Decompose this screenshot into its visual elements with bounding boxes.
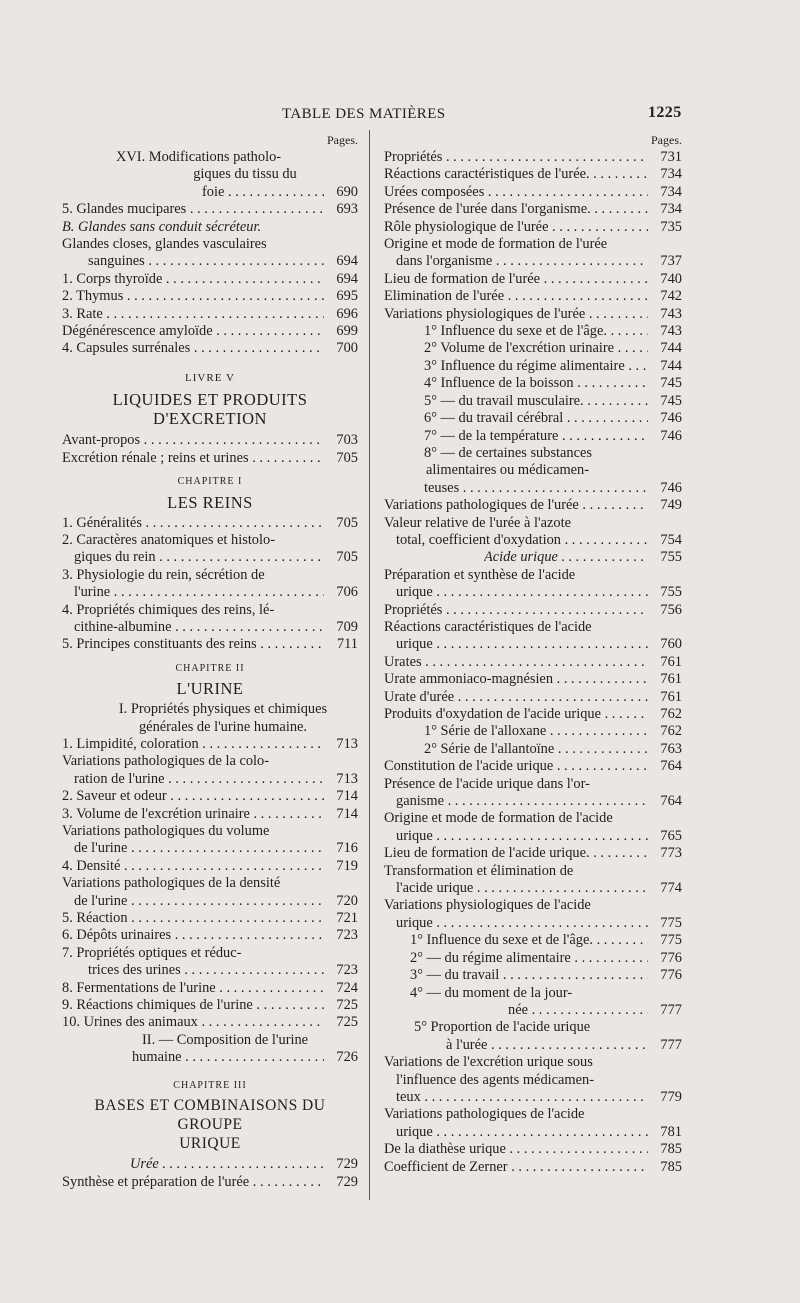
toc-entry-title: 9. Réactions chimiques de l'urine . . . (62, 997, 324, 1014)
toc-entry[interactable] (384, 375, 682, 392)
toc-entry[interactable] (62, 840, 358, 857)
toc-entry-title: Variations pathologiques de l'urée . . . (384, 497, 648, 514)
toc-entry-title: l'acide urique . . . (396, 880, 648, 897)
toc-entry-page: 729 (336, 1156, 358, 1173)
toc-entry-page: 690 (336, 183, 358, 200)
toc-entry-page: 693 (336, 201, 358, 218)
toc-entry-title: à l'urée . . . (446, 1037, 648, 1054)
toc-entry-title: Constitution de l'acide urique . . . (384, 758, 648, 775)
toc-entry[interactable] (384, 1159, 682, 1176)
toc-entry-page: 743 (660, 323, 682, 340)
toc-entry-page: 777 (660, 1001, 682, 1018)
toc-entry-title: urique . . . (396, 584, 648, 601)
book-title: LIQUIDES ET PRODUITS (112, 390, 308, 410)
toc-entry[interactable] (384, 584, 682, 601)
chapter-label: CHAPITRE I (177, 476, 243, 488)
toc-entry-title: Urate d'urée . . . (384, 689, 648, 706)
toc-entry-title: foie . . . (202, 184, 324, 201)
toc-entry-page: 725 (336, 1014, 358, 1031)
toc-right-column (384, 133, 682, 1176)
toc-entry[interactable] (384, 532, 682, 549)
toc-entry-page: 716 (336, 840, 358, 857)
toc-entry[interactable] (62, 636, 358, 653)
toc-entry-page: 773 (660, 845, 682, 862)
toc-entry-title: 10. Urines des animaux . . . (62, 1014, 324, 1031)
pages-label: Pages. (327, 133, 358, 147)
chapter-title: URIQUE (179, 1135, 241, 1153)
chapter-title: BASES ET COMBINAISONS DU GROUPE (94, 1097, 326, 1134)
toc-entry-page: 755 (660, 584, 682, 601)
toc-entry-page: 754 (660, 531, 682, 548)
toc-entry[interactable] (384, 758, 682, 775)
toc-entry-page: 745 (660, 392, 682, 409)
toc-entry-pre: 5° Proportion de l'acide urique (414, 1019, 591, 1036)
toc-entry[interactable] (384, 671, 682, 688)
toc-entry-title: Urées composées . . . (384, 184, 648, 201)
toc-left-column (62, 133, 358, 1191)
toc-entry-page: 713 (336, 735, 358, 752)
toc-entry-title: 1. Corps thyroïde . . . (62, 271, 324, 288)
toc-entry[interactable] (384, 828, 682, 845)
toc-entry-page: 746 (660, 427, 682, 444)
toc-entry-pre: Valeur relative de l'urée à l'azote (384, 514, 571, 531)
toc-entry[interactable] (384, 1037, 682, 1054)
toc-entry[interactable] (62, 432, 358, 449)
toc-entry-page: 705 (336, 549, 358, 566)
toc-entry[interactable] (384, 967, 682, 984)
toc-entry[interactable] (384, 410, 682, 427)
toc-entry-page: 696 (336, 305, 358, 322)
toc-entry-title: 3. Volume de l'excrétion urinaire . . . (62, 806, 324, 823)
toc-entry-title: giques du rein . . . (74, 549, 324, 566)
toc-entry-page: 705 (336, 514, 358, 531)
toc-entry-page: 719 (336, 857, 358, 874)
toc-entry[interactable] (62, 788, 358, 805)
running-title: TABLE DES MATIÈRES (282, 106, 446, 122)
toc-entry-page: 724 (336, 979, 358, 996)
book-label: LIVRE V (185, 371, 235, 384)
toc-entry-title: 3. Rate . . . (62, 306, 324, 323)
toc-entry-pre: Présence de l'acide urique dans l'or- (384, 775, 590, 792)
toc-entry-title: 3° Influence du régime alimentaire . . . (424, 358, 648, 375)
toc-entry-title: Présence de l'urée dans l'organisme. . . . (384, 201, 648, 218)
toc-entry[interactable] (62, 306, 358, 323)
toc-entry-page: 714 (336, 805, 358, 822)
toc-entry-title: Urates . . . (384, 654, 648, 671)
toc-entry-title: humaine . . . (132, 1049, 324, 1066)
toc-entry[interactable] (384, 723, 682, 740)
toc-entry[interactable] (62, 549, 358, 566)
toc-entry[interactable] (62, 1049, 358, 1066)
toc-subheading: B. Glandes sans conduit sécréteur. (62, 218, 262, 235)
toc-entry[interactable] (62, 515, 358, 532)
toc-entry-page: 706 (336, 584, 358, 601)
toc-entry-title: Synthèse et préparation de l'urée . . . (62, 1174, 324, 1191)
toc-entry-title: Propriétés . . . (384, 602, 648, 619)
toc-entry-page: 744 (660, 340, 682, 357)
toc-entry-page: 779 (660, 1088, 682, 1105)
chapter-title: LES REINS (167, 492, 253, 512)
toc-entry-page: 699 (336, 323, 358, 340)
toc-entry[interactable] (384, 1089, 682, 1106)
toc-entry[interactable] (384, 915, 682, 932)
toc-entry-title: urique . . . (396, 828, 648, 845)
toc-entry-title: sanguines . . . (88, 253, 324, 270)
toc-entry-title: 1. Généralités . . . (62, 515, 324, 532)
toc-entry-title: 2. Thymus . . . (62, 288, 324, 305)
toc-entry[interactable] (384, 184, 682, 201)
toc-entry[interactable] (384, 219, 682, 236)
toc-entry-pre: alimentaires ou médicamen- (426, 462, 590, 479)
toc-entry-title: ration de l'urine . . . (74, 771, 324, 788)
toc-entry-page: 737 (660, 253, 682, 270)
toc-entry-page: 785 (660, 1158, 682, 1175)
toc-entry[interactable] (384, 1124, 682, 1141)
toc-entry[interactable] (62, 771, 358, 788)
toc-entry[interactable] (62, 1156, 358, 1173)
toc-entry-pre: Variations pathologiques de l'acide (384, 1106, 585, 1123)
toc-entry-title: de l'urine . . . (74, 893, 324, 910)
toc-entry-title: 7° — de la température . . . (424, 428, 648, 445)
toc-entry-pre: 8° — de certaines substances (424, 444, 592, 461)
toc-entry-title: 3° — du travail . . . (410, 967, 648, 984)
toc-entry-pre: II. — Composition de l'urine (142, 1031, 309, 1048)
toc-entry[interactable] (384, 428, 682, 445)
toc-entry-title: 2° Volume de l'excrétion urinaire . . . (424, 340, 648, 357)
toc-entry[interactable] (384, 253, 682, 270)
toc-entry-page: 735 (660, 218, 682, 235)
toc-entry[interactable] (384, 793, 682, 810)
toc-entry[interactable] (384, 950, 682, 967)
toc-entry-page: 700 (336, 340, 358, 357)
toc-entry-title: 1° Série de l'alloxane . . . (424, 723, 648, 740)
toc-entry-page: 775 (660, 914, 682, 931)
toc-entry[interactable] (62, 1174, 358, 1191)
toc-entry[interactable] (384, 880, 682, 897)
toc-entry[interactable] (62, 288, 358, 305)
toc-entry-title: Elimination de l'urée . . . (384, 288, 648, 305)
toc-entry-title: urique . . . (396, 1124, 648, 1141)
toc-entry[interactable] (384, 306, 682, 323)
toc-entry[interactable] (384, 201, 682, 218)
toc-entry-page: 761 (660, 653, 682, 670)
toc-entry-page: 703 (336, 432, 358, 449)
toc-entry-page: 776 (660, 949, 682, 966)
toc-entry-title: Coefficient de Zerner . . . (384, 1159, 648, 1176)
toc-entry-page: 731 (660, 149, 682, 165)
toc-entry-pre: 4. Propriétés chimiques des reins, lé- (62, 601, 275, 618)
toc-entry-pre: giques du tissu du (193, 166, 297, 183)
toc-entry[interactable] (62, 1014, 358, 1031)
toc-entry-page: 695 (336, 288, 358, 305)
toc-entry-pre: XVI. Modifications patholo- (116, 149, 282, 165)
toc-entry[interactable] (384, 358, 682, 375)
toc-entry-title: 1° Influence du sexe et de l'âge. . . . (410, 932, 648, 949)
toc-entry-title: Propriétés . . . (384, 149, 648, 166)
toc-entry-title: Avant-propos . . . (62, 432, 324, 449)
column-divider (369, 130, 370, 1200)
toc-entry[interactable] (62, 910, 358, 927)
toc-entry[interactable] (384, 1141, 682, 1158)
toc-entry[interactable] (62, 927, 358, 944)
toc-entry[interactable] (62, 980, 358, 997)
toc-entry-title: urique . . . (396, 915, 648, 932)
toc-entry-title: Rôle physiologique de l'urée . . . (384, 219, 648, 236)
toc-entry-page: 726 (336, 1049, 358, 1066)
toc-entry-page: 723 (336, 927, 358, 944)
toc-entry-title: 4° Influence de la boisson . . . (424, 375, 648, 392)
toc-entry-page: 714 (336, 788, 358, 805)
toc-entry-pre: 4° — du moment de la jour- (410, 984, 573, 1001)
toc-entry[interactable] (62, 450, 358, 467)
toc-entry-page: 711 (336, 636, 358, 653)
toc-entry-title: Acide urique . . . (484, 549, 648, 566)
toc-entry-title: ganisme . . . (396, 793, 648, 810)
toc-entry[interactable] (384, 166, 682, 183)
toc-entry[interactable] (62, 806, 358, 823)
toc-entry-title: née . . . (508, 1002, 648, 1019)
toc-entry[interactable] (62, 271, 358, 288)
toc-entry-title: Urate ammoniaco-magnésien . . . (384, 671, 648, 688)
toc-entry-title: 6° — du travail cérébral . . . (424, 410, 648, 427)
toc-entry-title: urique . . . (396, 636, 648, 653)
toc-entry-title: Produits d'oxydation de l'acide urique . . . (384, 706, 648, 723)
pages-label: Pages. (651, 133, 682, 147)
toc-entry[interactable] (384, 340, 682, 357)
toc-entry-title: 1° Influence du sexe et de l'âge. . . . (424, 323, 648, 340)
toc-entry[interactable] (62, 584, 358, 601)
toc-entry-title: 2° — du régime alimentaire . . . (410, 950, 648, 967)
toc-entry[interactable] (62, 619, 358, 636)
toc-entry-pre: Variations pathologiques de la densité (62, 875, 281, 892)
toc-entry-page: 694 (336, 270, 358, 287)
toc-entry[interactable] (62, 962, 358, 979)
toc-entry[interactable] (62, 858, 358, 875)
toc-entry-pre: Réactions caractéristiques de l'acide (384, 618, 592, 635)
toc-entry-title: 8. Fermentations de l'urine . . . (62, 980, 324, 997)
toc-entry[interactable] (384, 1002, 682, 1019)
toc-entry-page: 761 (660, 671, 682, 688)
toc-entry-pre: Variations pathologiques du volume (62, 823, 270, 839)
toc-entry-page: 745 (660, 375, 682, 392)
toc-entry[interactable] (384, 497, 682, 514)
toc-entry-title: 4. Densité . . . (62, 858, 324, 875)
toc-entry-pre: Variations de l'excrétion urique sous (384, 1054, 593, 1071)
toc-entry[interactable] (384, 845, 682, 862)
toc-entry-title: Dégénérescence amyloïde . . . (62, 323, 324, 340)
toc-entry[interactable] (62, 736, 358, 753)
toc-entry[interactable] (384, 689, 682, 706)
toc-entry-page: 725 (336, 997, 358, 1014)
toc-entry-pre: Glandes closes, glandes vasculaires (62, 236, 267, 253)
toc-entry-title: Réactions caractéristiques de l'urée. . . . (384, 166, 648, 183)
toc-entry-page: 694 (336, 253, 358, 270)
toc-entry[interactable] (62, 201, 358, 218)
toc-entry-title: 2° Série de l'allantoïne . . . (424, 741, 648, 758)
toc-entry-page: 762 (660, 706, 682, 722)
toc-entry[interactable] (384, 741, 682, 758)
toc-entry-page: 781 (660, 1123, 682, 1140)
toc-entry-title: teuses . . . (424, 480, 648, 497)
toc-entry-pre: Variations pathologiques de la colo- (62, 753, 270, 770)
toc-entry-pre: Origine et mode de formation de l'acide (384, 810, 613, 827)
toc-entry-title: cithine-albumine . . . (74, 619, 324, 636)
toc-entry-pre: Préparation et synthèse de l'acide (384, 566, 576, 583)
toc-entry-page: 713 (336, 770, 358, 787)
chapter-label: CHAPITRE II (175, 662, 245, 674)
toc-entry-page: 709 (336, 618, 358, 635)
toc-entry-page: 749 (660, 497, 682, 514)
toc-entry-pre: Variations physiologiques de l'acide (384, 897, 591, 914)
toc-entry-title: total, coefficient d'oxydation . . . (396, 532, 648, 549)
toc-entry-title: dans l'organisme . . . (396, 253, 648, 270)
toc-entry-page: 744 (660, 357, 682, 374)
toc-entry[interactable] (384, 288, 682, 305)
toc-entry-page: 740 (660, 270, 682, 287)
toc-entry-page: 764 (660, 758, 682, 775)
toc-entry-page: 742 (660, 288, 682, 305)
toc-entry[interactable] (384, 323, 682, 340)
toc-entry[interactable] (62, 323, 358, 340)
toc-entry-page: 774 (660, 880, 682, 897)
toc-entry-page: 760 (660, 636, 682, 653)
toc-entry[interactable] (384, 271, 682, 288)
toc-entry-title: Lieu de formation de l'urée . . . (384, 271, 648, 288)
page-number: 1225 (648, 104, 682, 121)
toc-entry-page: 746 (660, 479, 682, 496)
toc-entry-page: 761 (660, 688, 682, 705)
section-heading: I. Propriétés physiques et chimiques générales de l'urine humaine. (118, 701, 328, 735)
toc-entry-page: 755 (660, 549, 682, 566)
toc-entry-title: Lieu de formation de l'acide urique. . . . (384, 845, 648, 862)
toc-entry-pre: 3. Physiologie du rein, sécrétion de (62, 566, 265, 583)
toc-entry-page: 734 (660, 201, 682, 218)
toc-entry-page: 734 (660, 183, 682, 200)
toc-entry-page: 721 (336, 910, 358, 927)
toc-entry-title: Variations physiologiques de l'urée . . . (384, 306, 648, 323)
toc-entry-page: 764 (660, 793, 682, 810)
toc-entry-title: 6. Dépôts urinaires . . . (62, 927, 324, 944)
toc-entry[interactable] (62, 340, 358, 357)
toc-entry-pre: 7. Propriétés optiques et réduc- (62, 944, 242, 961)
toc-entry[interactable] (384, 932, 682, 949)
toc-entry-title: trices des urines . . . (88, 962, 324, 979)
toc-entry[interactable] (384, 393, 682, 410)
toc-entry-title: 4. Capsules surrénales . . . (62, 340, 324, 357)
toc-entry-page: 765 (660, 827, 682, 844)
toc-entry-title: 5. Glandes mucipares . . . (62, 201, 324, 218)
toc-entry-title: De la diathèse urique . . . (384, 1141, 648, 1158)
toc-entry-page: 762 (660, 723, 682, 740)
toc-entry-pre: Origine et mode de formation de l'urée (384, 236, 608, 253)
toc-entry[interactable] (62, 997, 358, 1014)
toc-entry-page: 705 (336, 449, 358, 466)
toc-entry[interactable] (384, 480, 682, 497)
toc-entry-page: 756 (660, 601, 682, 618)
toc-entry-pre: 2. Caractères anatomiques et histolo- (62, 531, 275, 548)
toc-entry-title: Urée . . . (130, 1156, 324, 1173)
toc-entry[interactable] (384, 549, 682, 566)
toc-entry-page: 776 (660, 967, 682, 984)
toc-entry[interactable] (384, 636, 682, 653)
toc-entry-title: 5° — du travail musculaire. . . . (424, 393, 648, 410)
toc-entry-page: 723 (336, 962, 358, 979)
toc-entry[interactable] (384, 149, 682, 166)
toc-entry-page: 785 (660, 1141, 682, 1158)
toc-entry[interactable] (384, 602, 682, 619)
toc-entry-page: 729 (336, 1173, 358, 1190)
chapter-label: CHAPITRE III (173, 1079, 247, 1091)
toc-entry-title: de l'urine . . . (74, 840, 324, 857)
toc-entry-title: Excrétion rénale ; reins et urines . . . (62, 450, 324, 467)
chapter-title: L'URINE (176, 679, 244, 699)
toc-entry-pre: Transformation et élimination de (384, 862, 574, 879)
toc-entry-title: teux . . . (396, 1089, 648, 1106)
toc-entry-title: 1. Limpidité, coloration . . . (62, 736, 324, 753)
toc-entry[interactable] (384, 706, 682, 723)
toc-entry-page: 720 (336, 892, 358, 909)
toc-entry[interactable] (62, 253, 358, 270)
toc-entry-title: l'urine . . . (74, 584, 324, 601)
toc-entry-title: 5. Principes constituants des reins . . . (62, 636, 324, 653)
book-title: D'EXCRETION (153, 409, 267, 429)
toc-entry-page: 743 (660, 305, 682, 322)
toc-entry-page: 777 (660, 1036, 682, 1053)
toc-entry-pre: l'influence des agents médicamen- (396, 1071, 594, 1088)
toc-entry-page: 746 (660, 410, 682, 427)
toc-entry-page: 734 (660, 166, 682, 183)
toc-entry[interactable] (62, 184, 358, 201)
toc-entry-title: 2. Saveur et odeur . . . (62, 788, 324, 805)
toc-entry-page: 763 (660, 740, 682, 757)
toc-entry[interactable] (384, 654, 682, 671)
toc-entry[interactable] (62, 893, 358, 910)
toc-entry-page: 775 (660, 932, 682, 949)
toc-entry-title: 5. Réaction . . . (62, 910, 324, 927)
